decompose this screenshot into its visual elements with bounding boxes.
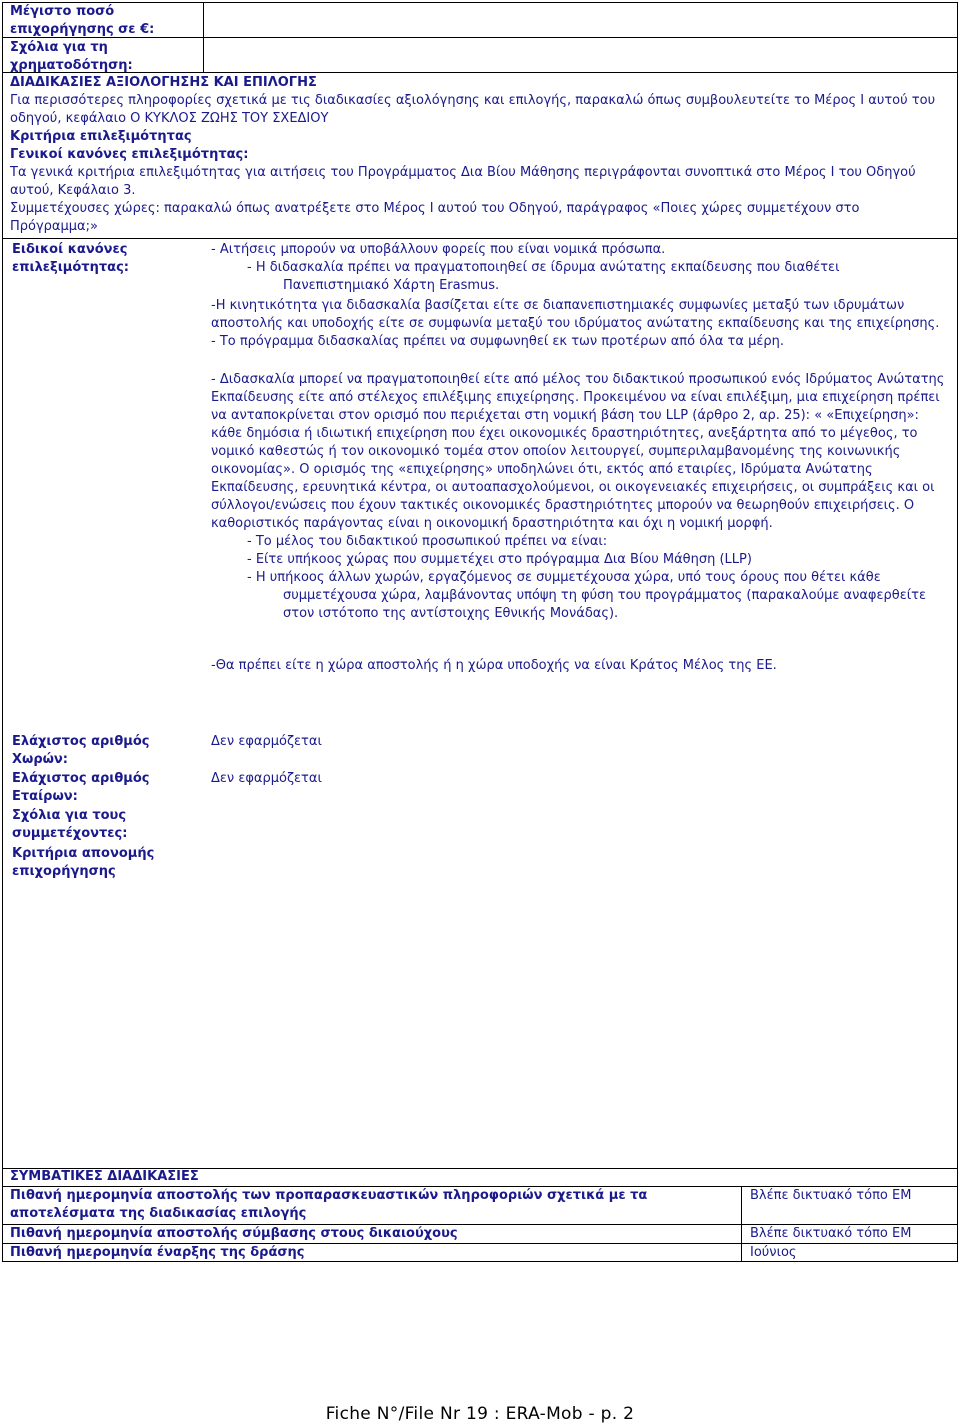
rule-staff-must-be: - Το μέλος του διδακτικού προσωπικού πρέπει να είναι: <box>247 534 608 549</box>
evaluation-heading: ΔΙΑΔΙΚΑΣΙΕΣ ΑΞΙΟΛΟΓΗΣΗΣ ΚΑΙ ΕΠΙΛΟΓΗΣ <box>10 75 317 90</box>
rule-staff-other-countries: - Η υπήκοος άλλων χωρών, εργαζόμενος σε συμμετέχουσα χώρα, υπό τους όρους που θέτει κάθε συμμετέχουσα χώρα, λαμβάνοντας υπόψη τη φύση του προγράμματος (παρακαλούμε αναφερθείτε στον ιστότοπο της αντίστοιχης Εθνικής Μονάδας). <box>247 570 927 621</box>
min-countries-value: Δεν εφαρμόζεται <box>211 734 322 749</box>
award-criteria-label: Κριτήρια απονομής επιχορήγησης <box>12 846 155 879</box>
evaluation-info-text: Για περισσότερες πληροφορίες σχετικά με τις διαδικασίες αξιολόγησης και επιλογής, παρακαλώ όπως συμβουλευτείτε το Μέρος I αυτού του οδηγού, κεφάλαιο Ο ΚΥΚΛΟΣ ΖΩΗΣ ΤΟΥ ΣΧΕΔΙΟΥ <box>10 93 936 126</box>
max-amount-label: Μέγιστο ποσό επιχορήγησης σε €: <box>10 4 155 37</box>
rule-programme-agreed: - Το πρόγραμμα διδασκαλίας πρέπει να συμφωνηθεί εκ των προτέρων από όλα τα μέρη. <box>211 334 784 349</box>
table-border <box>2 2 3 1262</box>
rule-erasmus-charter: - Η διδασκαλία πρέπει να πραγματοποιηθεί σε ίδρυμα ανώτατης εκπαίδευσης που διαθέτει Πανεπιστημιακό Χάρτη Erasmus. <box>247 260 840 293</box>
min-partners-label: Ελάχιστος αριθμός Εταίρων: <box>12 771 150 804</box>
contract-heading: ΣΥΜΒΑΤΙΚΕΣ ΔΙΑΔΙΚΑΣΙΕΣ <box>10 1169 199 1184</box>
general-rules-heading: Γενικοί κανόνες επιλεξιμότητας: <box>10 147 249 162</box>
participating-countries-text: Συμμετέχουσες χώρες: παρακαλώ όπως ανατρέξετε στο Μέρος I αυτού του Οδηγού, παράγραφος «Ποιες χώρες συμμετέχουν στο Πρόγραμμα;» <box>10 201 860 234</box>
results-info-date-value: Βλέπε δικτυακό τόπο ΕΜ <box>750 1188 912 1203</box>
min-partners-value: Δεν εφαρμόζεται <box>211 771 322 786</box>
general-rules-text: Τα γενικά κριτήρια επιλεξιμότητας για αιτήσεις του Προγράμματος Δια Βίου Μάθησης περιγράφονται συνοπτικά στο Μέρος I του Οδηγού αυτού, Κεφάλαιο 3. <box>10 165 916 198</box>
eligibility-heading: Κριτήρια επιλεξιμότητας <box>10 129 192 144</box>
specific-rules-label: Ειδικοί κανόνες επιλεξιμότητας: <box>12 242 129 275</box>
rule-legal-entities: - Αιτήσεις μπορούν να υποβάλλουν φορείς που είναι νομικά πρόσωπα. <box>211 242 666 257</box>
rule-teaching-staff-enterprise: - Διδασκαλία μπορεί να πραγματοποιηθεί είτε από μέλος του διδακτικού προσωπικού ενός Ιδρύματος Ανώτατης Εκπαίδευσης είτε από στέλεχος επιλέξιμης επιχείρησης. Προκειμένου να είναι επιλέξιμη, μια επιχείρηση πρέπει να ανταποκρίνεται στον ορισμό που περιέχεται στη νομική βάση του LLP (άρθρο 2, αρ. 25): « «Επιχείρηση»: κάθε δημόσια ή ιδιωτική επιχείρηση που έχει οικονομικές δραστηριότητες, ανεξάρτητα από το μέγεθος, το νομικό καθεστώς ή τον οικονομικό τομέα στον οποίον λειτουργεί, συμπεριλαμβανομένης της κοινωνικής οικονομίας». Ο ορισμός της «επιχείρησης» υποδηλώνει ότι, εκτός από εταιρίες, Ιδρύματα Ανώτατης Εκπαίδευσης, ερευνητικά κέντρα, οι αυτοαπασχολούμενοι, οι οικογενειακές επιχειρήσεις, οι συμπράξεις και οι σύλλογοι/ενώσεις που έχουν τακτικές οικονομικές δραστηριότητες μπορούν να θεωρηθούν επιχειρήσεις. Ο καθοριστικός παράγοντας είναι η οικονομική δραστηριότητα και όχι η νομική μορφή. <box>211 372 945 531</box>
rule-mobility-agreements: -Η κινητικότητα για διδασκαλία βασίζεται είτε σε διαπανεπιστημιακές συμφωνίες μεταξύ των ιδρυμάτων αποστολής και υποδοχής είτε σε συμφωνία μεταξύ του ιδρύματος ανώτατης εκπαίδευσης και της επιχείρησης. <box>211 298 940 331</box>
action-start-label: Πιθανή ημερομηνία έναρξης της δράσης <box>10 1245 305 1260</box>
contract-date-label: Πιθανή ημερομηνία αποστολής σύμβασης στους δικαιούχους <box>10 1226 458 1241</box>
specific-rules-content <box>211 241 946 675</box>
results-info-date-label: Πιθανή ημερομηνία αποστολής των προπαρασκευαστικών πληροφοριών σχετικά με τα αποτελέσματα της διαδικασίας επιλογής <box>10 1188 648 1221</box>
evaluation-section <box>10 74 950 236</box>
table-border <box>2 238 958 239</box>
participant-comments-label: Σχόλια για τους συμμετέχοντες: <box>12 808 128 841</box>
action-start-value: Ιούνιος <box>750 1245 797 1260</box>
funding-comments-label: Σχόλια για τη χρηματοδότηση: <box>10 40 133 73</box>
rule-eu-member-state: -Θα πρέπει είτε η χώρα αποστολής ή η χώρα υποδοχής να είναι Κράτος Μέλος της ΕΕ. <box>211 658 777 673</box>
rule-staff-nationality: - Είτε υπήκοος χώρας που συμμετέχει στο πρόγραμμα Δια Βίου Μάθηση (LLP) <box>247 552 752 567</box>
table-border <box>2 1261 958 1262</box>
table-border <box>957 2 958 1262</box>
contract-date-value: Βλέπε δικτυακό τόπο ΕΜ <box>750 1226 912 1241</box>
min-countries-label: Ελάχιστος αριθμός Χωρών: <box>12 734 150 767</box>
page-footer: Fiche N°/File Nr 19 : ERA-Mob - p. 2 <box>325 1404 635 1424</box>
